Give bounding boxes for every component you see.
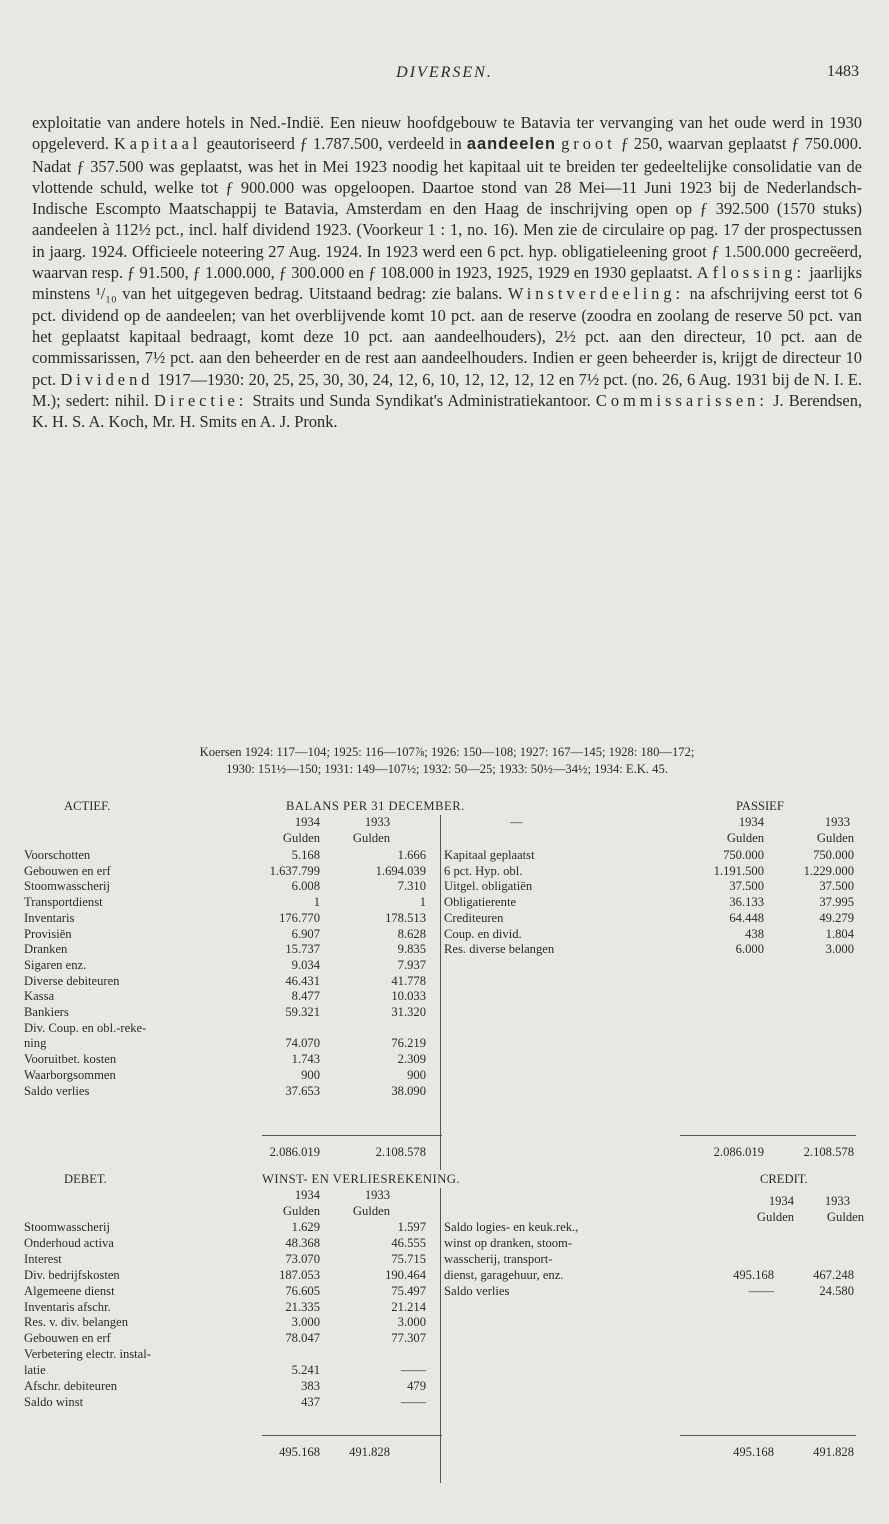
debet-row-value-1933: 75.715 — [391, 1251, 426, 1266]
winst-left-total-rule — [262, 1435, 442, 1436]
passief-row-label: Obligatierente — [444, 895, 517, 910]
passief-row-value-1934: 36.133 — [729, 895, 764, 910]
credit-row-label: winst op dranken, stoom- — [444, 1235, 573, 1250]
debet-row-value-1933: 46.555 — [391, 1235, 426, 1250]
actief-row-label: Vooruitbet. kosten — [24, 1052, 117, 1067]
winst-right-total-rule — [680, 1435, 856, 1436]
balans-left-year-1934: 1934 — [294, 815, 320, 829]
actief-row-label: Diverse debiteuren — [24, 973, 120, 988]
balans-left-total-rule — [262, 1135, 442, 1136]
balans-left-currency-1: Gulden — [282, 831, 320, 845]
passief-row-value-1933: 1.804 — [825, 926, 854, 941]
balans-dash: — — [510, 815, 523, 829]
debet-row-value-1934: 383 — [301, 1379, 320, 1393]
debet-row-value-1934: 1.629 — [291, 1220, 320, 1234]
debet-row-label: Onderhoud activa — [24, 1235, 114, 1250]
paragraph-keyword: aandeelen — [466, 135, 557, 154]
balans-right-currency-1: Gulden — [726, 831, 764, 845]
winst-right-currency-2: Gulden — [826, 1210, 864, 1224]
passief-row-value-1934: 64.448 — [729, 910, 764, 925]
actief-row-value-1934: 15.737 — [285, 942, 320, 957]
actief-row-label: Kassa — [24, 989, 55, 1004]
actief-row-label: Stoomwasscherij — [24, 879, 111, 894]
running-header: DIVERSEN. — [396, 64, 493, 81]
credit-row-value-1934: —— — [748, 1283, 774, 1298]
actief-row-label: Waarborgsommen — [24, 1067, 116, 1082]
passief-row-value-1933: 37.995 — [819, 895, 854, 910]
winst-left-currency-1: Gulden — [282, 1204, 320, 1218]
winst-right-year-1934: 1934 — [768, 1194, 794, 1208]
paragraph-text: J. Berendsen, K. H. S. A. Koch, Mr. H. Smits en A. J. Pronk. — [32, 390, 862, 432]
actief-row-value-1934: 6.008 — [291, 879, 320, 894]
debet-row-value-1934: 187.053 — [279, 1267, 320, 1282]
passief-row-label: Uitgel. obligatiën — [444, 879, 533, 894]
balans-left-currency-2: Gulden — [352, 831, 390, 845]
paragraph-keyword: Winstverdeeling: — [507, 284, 685, 304]
balance-sheet-title: BALANS PER 31 DECEMBER. — [286, 799, 465, 813]
actief-row-value-1934: 6.907 — [291, 926, 320, 941]
paragraph-text: jaarlijks minstens ¹/₁₀ van het uitgegeven bedrag. Uitstaand bedrag: zie balans. — [32, 263, 862, 304]
actief-row-value-1933: 1.666 — [397, 848, 426, 862]
actief-row-label: Div. Coup. en obl.-reke- — [24, 1020, 147, 1035]
actief-row-value-1934: 5.168 — [291, 848, 320, 862]
balans-right-total-1933: 2.108.578 — [803, 1145, 854, 1159]
actief-row-value-1933: 8.628 — [397, 926, 426, 941]
credit-row-value-1933: 467.248 — [813, 1267, 854, 1282]
debet-row-value-1933: —— — [400, 1394, 426, 1409]
actief-row-value-1933: 10.033 — [391, 989, 426, 1004]
debet-row-value-1933: 77.307 — [391, 1331, 426, 1346]
passief-row-value-1933: 750.000 — [813, 848, 854, 862]
winst-left-year-1934: 1934 — [294, 1188, 320, 1202]
actief-row-value-1933: 41.778 — [391, 973, 426, 988]
debet-row-value-1934: 48.368 — [285, 1235, 320, 1250]
passief-row-label: Coup. en divid. — [444, 926, 522, 941]
debet-row-label: Interest — [24, 1251, 62, 1266]
debet-row-value-1933: 3.000 — [397, 1315, 426, 1330]
passief-row-value-1934: 6.000 — [735, 942, 764, 957]
winst-right-total-1933: 491.828 — [813, 1445, 854, 1459]
actief-row-value-1934: 1 — [313, 895, 320, 910]
actief-row-value-1934: 74.070 — [285, 1036, 320, 1051]
actief-row-value-1933: 7.310 — [397, 879, 426, 894]
winst-divider — [440, 1188, 441, 1483]
debet-row-value-1934: 76.605 — [285, 1283, 320, 1298]
paragraph-text: exploitatie van andere hotels in Ned.-Indië. Een nieuw hoofdgebouw te Batavia ter vervanging van het oude werd in 1930 opgeleverd. — [32, 113, 862, 154]
debet-row-value-1933: 479 — [407, 1379, 426, 1393]
balans-divider — [440, 815, 441, 1170]
actief-row-value-1933: 76.219 — [391, 1036, 426, 1051]
winst-right-year-1933: 1933 — [824, 1194, 850, 1208]
credit-row-label: wasscherij, transport- — [444, 1251, 553, 1266]
actief-row-label: Voorschotten — [24, 848, 91, 862]
passief-row-label: Crediteuren — [444, 910, 504, 925]
balans-left-total-1934: 2.086.019 — [269, 1145, 320, 1159]
debet-row-value-1934: 437 — [301, 1394, 320, 1409]
passief-row-value-1934: 750.000 — [723, 848, 764, 862]
debet-row-value-1934: 78.047 — [285, 1331, 320, 1346]
actief-row-label: Sigaren enz. — [24, 957, 87, 972]
debet-row-value-1934: 3.000 — [291, 1315, 320, 1330]
actief-row-value-1934: 8.477 — [291, 989, 320, 1004]
actief-row-label: Gebouwen en erf — [24, 863, 111, 878]
paragraph-text: Straits und Sunda Syndikat's Administratiekantoor. — [247, 390, 596, 410]
winst-left-total-1934: 495.168 — [279, 1445, 320, 1459]
actief-row-label: ning — [24, 1036, 47, 1051]
balans-right-year-1933: 1933 — [824, 815, 850, 829]
balans-left-year-1933: 1933 — [364, 815, 390, 829]
passief-row-value-1934: 37.500 — [729, 879, 764, 894]
debet-row-label: Gebouwen en erf — [24, 1331, 111, 1346]
passief-row-value-1934: 438 — [745, 926, 764, 941]
passief-row-value-1933: 37.500 — [819, 879, 854, 894]
actief-row-label: Provisiën — [24, 926, 72, 941]
paragraph-text: 1917—1930: 20, 25, 25, 30, 30, 24, 12, 6, 10, 12, 12, 12, 12 en 7½ pct. (no. 26, 6 Aug. 1931 bij de N. I. E. M.); sedert: nihil. — [32, 369, 862, 410]
credit-row-label: Saldo verlies — [444, 1283, 510, 1298]
debet-row-value-1934: 5.241 — [291, 1363, 320, 1378]
winst-left-currency-2: Gulden — [352, 1204, 390, 1218]
balans-left-total-1933: 2.108.578 — [375, 1145, 426, 1159]
paragraph-keyword: Dividend — [60, 369, 154, 389]
passief-row-label: 6 pct. Hyp. obl. — [444, 863, 523, 878]
debet-row-label: Algemeene dienst — [24, 1283, 115, 1298]
actief-row-value-1933: 2.309 — [397, 1052, 426, 1067]
page-number: 1483 — [827, 63, 859, 80]
actief-row-value-1933: 1 — [419, 895, 426, 910]
debet-row-label: Inventaris afschr. — [24, 1299, 111, 1314]
debet-row-value-1934: 21.335 — [285, 1299, 320, 1314]
credit-row-value-1933: 24.580 — [819, 1283, 854, 1298]
paragraph-keyword: Aflossing: — [696, 263, 806, 283]
credit-row-label: dienst, garagehuur, enz. — [444, 1267, 564, 1282]
actief-row-value-1933: 7.937 — [397, 957, 426, 972]
company-description-paragraph — [32, 112, 862, 432]
paragraph-keyword: Commissarissen: — [595, 390, 768, 410]
koersen-line-1: Koersen 1924: 117—104; 1925: 116—107⅞; 1926: 150—108; 1927: 167—145; 1928: 180—172; — [199, 745, 695, 759]
paragraph-text: ƒ 250, waarvan geplaatst ƒ 750.000. Nadat ƒ 357.500 was geplaatst, was het in Mei 1923 noodig het kapitaal uit te breiden ter gedeeltelijke consolidatie van de vlottende schuld, welke tot ƒ 900.000 was opgeloopen. Daartoe stond van 28 Mei—11 Juni 1923 bij de Nederlandsch-Indische Escompto Maatschappij te Batavia, Amsterdam en den Haag de inschrijving open op ƒ 392.500 (1570 stuks) aandeelen à 112½ pct., incl. half dividend 1923. (Voorkeur 1 : 1, no. 16). Men zie de circulaire op pag. 17 der prospectussen in jaarg. 1924. Officieele noteering 27 Aug. 1924. In 1923 werd een 6 pct. hyp. obligatieleening groot ƒ 1.500.000 gecreëerd, waarvan resp. ƒ 91.500, ƒ 1.000.000, ƒ 300.000 en ƒ 108.000 in 1923, 1925, 1929 en 1930 geplaatst. — [32, 134, 863, 283]
credit-row-value-1934: 495.168 — [733, 1267, 774, 1282]
debet-row-label: Verbetering electr. instal- — [24, 1347, 151, 1362]
actief-row-value-1934: 176.770 — [279, 910, 320, 925]
winst-left-year-1933: 1933 — [364, 1188, 390, 1202]
debet-row-value-1934: 73.070 — [285, 1251, 320, 1266]
actief-row-label: Inventaris — [24, 910, 75, 925]
debet-row-value-1933: 190.464 — [385, 1267, 426, 1282]
debet-heading: DEBET. — [64, 1172, 107, 1186]
actief-row-value-1933: 38.090 — [391, 1083, 426, 1098]
debet-row-value-1933: 75.497 — [391, 1283, 426, 1298]
credit-heading: CREDIT. — [760, 1172, 808, 1186]
actief-row-value-1933: 31.320 — [391, 1005, 426, 1019]
actief-row-value-1934: 1.743 — [291, 1052, 320, 1067]
actief-row-value-1934: 1.637.799 — [269, 863, 320, 878]
debet-row-value-1933: 1.597 — [397, 1220, 426, 1234]
paragraph-text: na afschrijving eerst tot 6 pct. dividend op de aandeelen; van het overblijvende komt 10 pct. aan de reserve (zoodra en zoolang de reserve 50 pct. van het geplaatst kapitaal bedraagt, komt deze 10 pct. aan aandeelhouders), 2½ pct. aan den directeur, 10 pct. aan de commissarissen, 7½ pct. aan den beheerder en de rest aan aandeelhouders. Indien er geen beheerder is, krijgt de directeur 10 pct. — [32, 284, 863, 389]
debet-row-value-1933: 21.214 — [391, 1299, 426, 1314]
paragraph-text: geautoriseerd ƒ 1.787.500, verdeeld in — [201, 134, 467, 154]
actief-row-value-1934: 900 — [301, 1067, 320, 1082]
actief-row-label: Bankiers — [24, 1005, 69, 1019]
balans-right-currency-2: Gulden — [816, 831, 854, 845]
actief-row-value-1933: 900 — [407, 1067, 426, 1082]
actief-row-value-1933: 1.694.039 — [375, 863, 426, 878]
passief-row-value-1933: 49.279 — [819, 910, 854, 925]
passief-row-label: Kapitaal geplaatst — [444, 848, 535, 862]
debet-row-label: Div. bedrijfskosten — [24, 1267, 120, 1282]
debet-row-value-1933: —— — [400, 1363, 426, 1378]
credit-row-label: Saldo logies- en keuk.rek., — [444, 1220, 579, 1234]
balans-right-total-rule — [680, 1135, 856, 1136]
paragraph-keyword: groot — [561, 134, 616, 154]
actief-heading: ACTIEF. — [64, 799, 111, 813]
passief-heading: PASSIEF — [736, 799, 784, 813]
actief-row-label: Dranken — [24, 942, 68, 957]
debet-row-label: Res. v. div. belangen — [24, 1315, 128, 1330]
actief-row-value-1934: 37.653 — [285, 1083, 320, 1098]
actief-row-value-1934: 46.431 — [285, 973, 320, 988]
passief-row-value-1933: 3.000 — [825, 942, 854, 957]
debet-row-label: Afschr. debiteuren — [24, 1379, 118, 1393]
actief-row-value-1934: 59.321 — [285, 1005, 320, 1019]
actief-row-value-1933: 9.835 — [397, 942, 426, 957]
balans-right-year-1934: 1934 — [738, 815, 764, 829]
debet-row-label: latie — [24, 1363, 46, 1378]
actief-row-label: Transportdienst — [24, 895, 103, 910]
actief-row-value-1933: 178.513 — [385, 910, 426, 925]
winst-right-total-1934: 495.168 — [733, 1445, 774, 1459]
passief-row-value-1933: 1.229.000 — [803, 863, 854, 878]
debet-row-label: Saldo winst — [24, 1394, 84, 1409]
passief-row-label: Res. diverse belangen — [444, 942, 555, 957]
profit-loss-title: WINST- EN VERLIESREKENING. — [262, 1172, 461, 1186]
paragraph-keyword: Directie: — [154, 390, 248, 410]
koersen-line-2: 1930: 151½—150; 1931: 149—107½; 1932: 50—25; 1933: 50½—34½; 1934: E.K. 45. — [226, 762, 668, 776]
passief-row-value-1934: 1.191.500 — [713, 863, 764, 878]
winst-right-currency-1: Gulden — [756, 1210, 794, 1224]
actief-row-label: Saldo verlies — [24, 1083, 90, 1098]
actief-row-value-1934: 9.034 — [291, 957, 320, 972]
winst-left-total-1933: 491.828 — [349, 1445, 390, 1459]
paragraph-keyword: Kapitaal — [113, 134, 202, 154]
balans-right-total-1934: 2.086.019 — [713, 1145, 764, 1159]
debet-row-label: Stoomwasscherij — [24, 1220, 111, 1234]
